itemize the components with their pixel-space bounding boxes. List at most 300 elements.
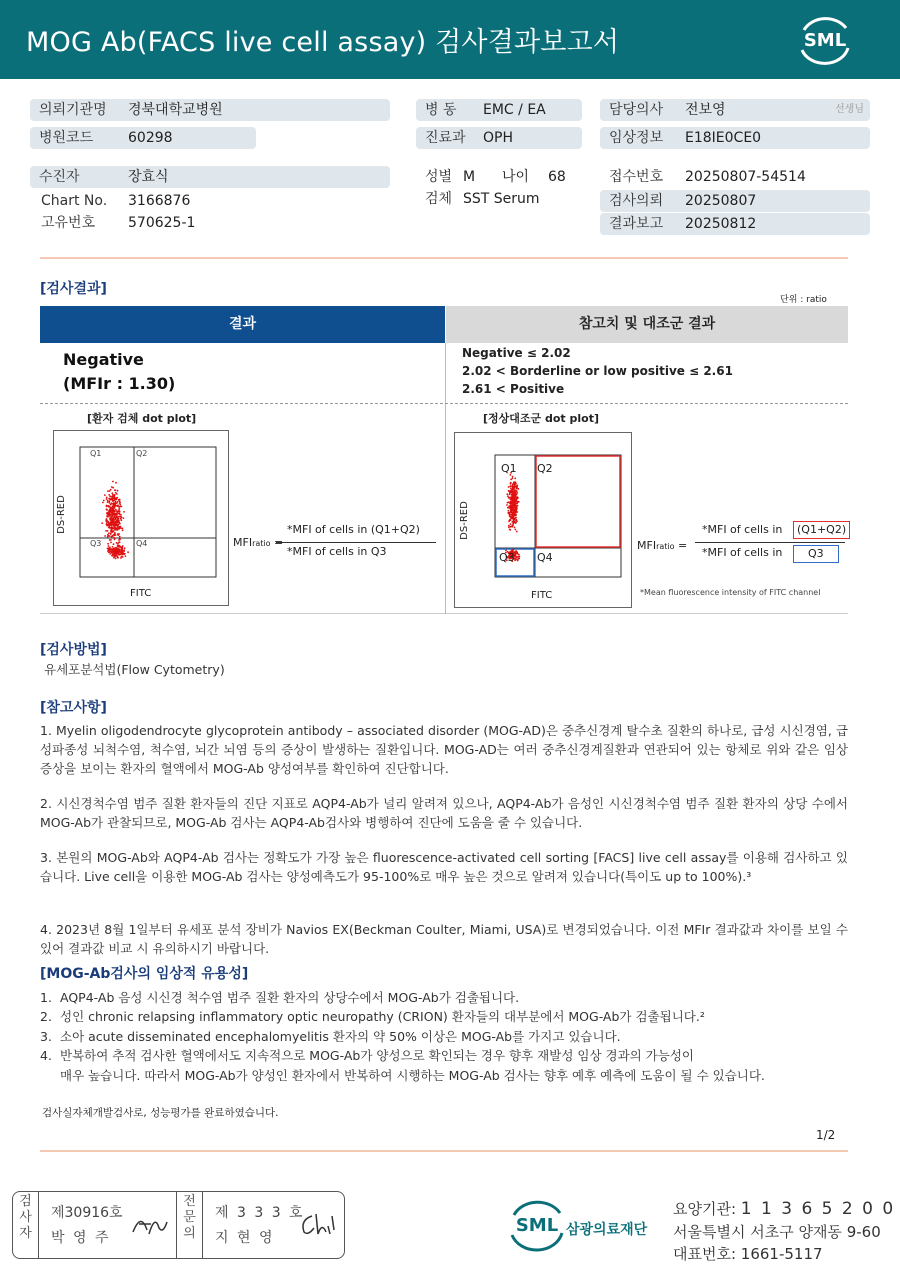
note-4: 4. 2023년 8월 1일부터 유세포 분석 장비가 Navios EX(Beckman Coulter, Miami, USA)로 변경되었습니다. 이전 MFIr 결과값과 차이를 보일 수 있어 결과값 비교 시 유의하시기 바랍니다. bbox=[40, 922, 848, 956]
doctor-field bbox=[600, 99, 870, 121]
scatter-dot bbox=[120, 514, 122, 516]
scatter-dot bbox=[512, 515, 514, 517]
scatter-dot bbox=[512, 525, 514, 527]
scatter-dot bbox=[107, 534, 109, 536]
result-value: Negative bbox=[63, 350, 144, 369]
scatter-dot bbox=[515, 492, 517, 494]
scatter-dot bbox=[112, 509, 114, 511]
scatter-dot bbox=[106, 522, 108, 524]
scatter-dot bbox=[117, 517, 119, 519]
scatter-dot bbox=[509, 492, 511, 494]
clinical-value: E18IE0CE0 bbox=[685, 130, 762, 146]
scatter-dot bbox=[514, 487, 516, 489]
patient-label: 수진자 bbox=[39, 169, 80, 185]
scatter-dot bbox=[113, 500, 115, 502]
scatter-dot bbox=[123, 511, 125, 513]
scatter-dot bbox=[506, 493, 508, 495]
doctor-label: 담당의사 bbox=[609, 102, 664, 118]
svg-text:SML: SML bbox=[515, 1215, 559, 1236]
scatter-dot bbox=[117, 548, 119, 550]
scatter-dot bbox=[111, 525, 113, 527]
scatter-dot bbox=[125, 555, 127, 557]
report-label: 결과보고 bbox=[609, 216, 664, 232]
scatter-dot bbox=[515, 519, 517, 521]
scatter-dot bbox=[114, 519, 116, 521]
scatter-dot bbox=[120, 519, 122, 521]
scatter-dot bbox=[117, 528, 119, 530]
address: 서울특별시 서초구 양재동 9-60 bbox=[673, 1223, 881, 1241]
control-formula-numerator: *MFI of cells in bbox=[702, 523, 783, 536]
fitc-footnote: *Mean fluorescence intensity of FITC channel bbox=[640, 588, 821, 597]
scatter-dot bbox=[111, 528, 113, 530]
scatter-dot bbox=[109, 535, 111, 537]
scatter-dot bbox=[510, 499, 512, 501]
sex-label: 성별 bbox=[425, 169, 453, 185]
scatter-dot bbox=[115, 555, 117, 557]
scatter-dot bbox=[512, 506, 514, 508]
control-mfi-label: MFIratio = bbox=[637, 539, 688, 552]
utility-item: 3. 소아 acute disseminated encephalomyelitis 환자의 약 50% 이상은 MOG-Ab를 가지고 있습니다. bbox=[40, 1029, 621, 1044]
scatter-dot bbox=[108, 524, 110, 526]
scatter-dot bbox=[106, 497, 108, 499]
scatter-dot bbox=[116, 550, 118, 552]
scatter-dot bbox=[110, 533, 112, 535]
scatter-dot bbox=[514, 527, 516, 529]
divider bbox=[40, 257, 848, 259]
specimen-value: SST Serum bbox=[463, 191, 540, 207]
scatter-dot bbox=[108, 549, 110, 551]
scatter-dot bbox=[122, 528, 124, 530]
scatter-dot bbox=[107, 501, 109, 503]
utility-item: 4. 반복하여 추적 검사한 혈액에서도 지속적으로 MOG-Ab가 양성으로 확인되는 경우 향후 재발성 임상 경과의 가능성이 bbox=[40, 1048, 694, 1063]
scatter-dot bbox=[111, 513, 113, 515]
scatter-dot bbox=[117, 490, 119, 492]
scatter-dot bbox=[114, 538, 116, 540]
scatter-dot bbox=[109, 499, 111, 501]
scatter-dot bbox=[118, 516, 120, 518]
scatter-dot bbox=[109, 518, 111, 520]
patient-q2-label: Q2 bbox=[136, 449, 148, 458]
scatter-dot bbox=[515, 503, 517, 505]
control-formula-line bbox=[695, 542, 845, 543]
scatter-dot bbox=[517, 553, 519, 555]
scatter-dot bbox=[106, 524, 108, 526]
sex-age-field bbox=[416, 166, 586, 188]
patient-q3-label: Q3 bbox=[90, 539, 102, 548]
scatter-dot bbox=[514, 498, 516, 500]
scatter-dot bbox=[107, 543, 109, 545]
specimen-label: 검체 bbox=[425, 191, 453, 207]
utility-section-title: [MOG-Ab검사의 임상적 유용성] bbox=[40, 966, 249, 982]
scatter-dot bbox=[115, 517, 117, 519]
scatter-dot bbox=[119, 537, 121, 539]
scatter-dot bbox=[121, 554, 123, 556]
note-2: 2. 시신경척수염 범주 질환 환자들의 진단 지표로 AQP4-Ab가 널리 알려져 있으나, AQP4-Ab가 음성인 시신경척수염 범주 질환 환자의 상당 수에서 MOG-Ab가 관찰되므로, MOG-Ab 검사는 AQP4-Ab검사와 병행하여 진단에 도움을 줄 수 있습니다. bbox=[40, 796, 848, 830]
scatter-dot bbox=[104, 535, 106, 537]
request-label: 검사의뢰 bbox=[609, 193, 664, 209]
hospital-code-value: 60298 bbox=[128, 130, 173, 146]
scatter-dot bbox=[117, 533, 119, 535]
scatter-dot bbox=[110, 496, 112, 498]
scatter-dot bbox=[113, 537, 115, 539]
scatter-dot bbox=[120, 527, 122, 529]
scatter-dot bbox=[108, 545, 110, 547]
scatter-dot bbox=[109, 539, 111, 541]
note-1: 1. Myelin oligodendrocyte glycoprotein antibody – associated disorder (MOG-AD)은 중추신경계 탈수초 질환의 하나로, 급성 시신경염, 급성파종성 뇌척수염, 척수염, 뇌간 뇌염 등의 증상이 발생하는 질환입니다. MOG-AD는 여러 중추신경계질환과 연관되어 있는 항체로 위와 같은 임상 증상을 보이는 환자의 혈액에서 MOG-Ab 양성여부를 확인하여 진단합니다. bbox=[40, 723, 848, 776]
scatter-dot bbox=[514, 501, 516, 503]
report-header bbox=[0, 0, 900, 79]
result-table bbox=[40, 306, 848, 614]
scatter-dot bbox=[514, 510, 516, 512]
scatter-dot bbox=[117, 557, 119, 559]
control-dot-plot bbox=[454, 432, 632, 608]
hospital-code-field bbox=[30, 127, 256, 149]
scatter-dot bbox=[115, 547, 117, 549]
scatter-dot bbox=[113, 526, 115, 528]
scatter-dot bbox=[111, 520, 113, 522]
scatter-dot bbox=[108, 500, 110, 502]
dept-value: OPH bbox=[483, 130, 513, 146]
scatter-dot bbox=[108, 494, 110, 496]
uid-value: 570625-1 bbox=[128, 215, 196, 231]
scatter-dot bbox=[114, 495, 116, 497]
care-institution-number: 요양기관: 1 1 3 6 5 2 0 0 bbox=[673, 1199, 896, 1219]
scatter-dot bbox=[509, 490, 511, 492]
reference-positive: 2.61 < Positive bbox=[462, 382, 565, 396]
scatter-dot bbox=[117, 504, 119, 506]
scatter-dot bbox=[108, 510, 110, 512]
scatter-dot bbox=[512, 491, 514, 493]
scatter-dot bbox=[508, 486, 510, 488]
scatter-dot bbox=[118, 528, 120, 530]
scatter-dot bbox=[508, 526, 510, 528]
reference-negative: Negative ≤ 2.02 bbox=[462, 346, 571, 360]
specialist-label: 전 문 의 bbox=[177, 1192, 203, 1258]
scatter-dot bbox=[118, 541, 120, 543]
age-label: 나이 bbox=[502, 169, 530, 185]
control-q4-label: Q4 bbox=[537, 551, 553, 564]
control-formula-denominator: *MFI of cells in bbox=[702, 546, 783, 559]
utility-item: 2. 성인 chronic relapsing inflammatory optic neuropathy (CRION) 환자들의 대부분에서 MOG-Ab가 검출됩니다.² bbox=[40, 1009, 705, 1024]
scatter-dot bbox=[509, 506, 511, 508]
scatter-dot bbox=[109, 502, 111, 504]
utility-item: 1. AQP4-Ab 음성 시신경 척수염 범주 질환 환자의 상당수에서 MOG-Ab가 검출됩니다. bbox=[40, 990, 520, 1005]
method-text: 유세포분석법(Flow Cytometry) bbox=[44, 662, 225, 677]
scatter-dot bbox=[106, 518, 108, 520]
scatter-dot bbox=[111, 552, 113, 554]
scatter-dot bbox=[114, 505, 116, 507]
scatter-dot bbox=[118, 506, 120, 508]
scatter-dot bbox=[111, 492, 113, 494]
scatter-dot bbox=[516, 492, 518, 494]
result-section-title: [검사결과] bbox=[40, 281, 107, 297]
patient-q4-label: Q4 bbox=[136, 539, 148, 548]
inspector-license: 제30916호 bbox=[51, 1205, 123, 1221]
scatter-dot bbox=[118, 520, 120, 522]
scatter-dot bbox=[510, 523, 512, 525]
scatter-dot bbox=[119, 500, 121, 502]
scatter-dot bbox=[124, 547, 126, 549]
scatter-dot bbox=[109, 553, 111, 555]
scatter-dot bbox=[515, 517, 517, 519]
specialist-signature bbox=[298, 1210, 338, 1240]
chart-value: 3166876 bbox=[128, 193, 191, 209]
scatter-dot bbox=[516, 520, 518, 522]
clinical-field bbox=[600, 127, 870, 149]
notes-section-title: [참고사항] bbox=[40, 700, 107, 716]
scatter-dot bbox=[510, 486, 512, 488]
age-value: 68 bbox=[548, 169, 566, 185]
scatter-dot bbox=[120, 557, 122, 559]
org-name: 삼광의료재단 bbox=[566, 1222, 648, 1238]
control-formula-q1q2-box: (Q1+Q2) bbox=[793, 521, 850, 539]
scatter-dot bbox=[516, 509, 518, 511]
scatter-dot bbox=[110, 502, 112, 504]
patient-y-axis-label: DS-RED bbox=[55, 495, 67, 534]
control-plot-caption: [정상대조군 dot plot] bbox=[483, 412, 599, 425]
control-y-axis-label: DS-RED bbox=[458, 501, 470, 540]
scatter-dot bbox=[113, 511, 115, 513]
scatter-dot bbox=[515, 558, 517, 560]
scatter-dot bbox=[113, 522, 115, 524]
scatter-dot bbox=[513, 493, 515, 495]
patient-plot-caption: [환자 검체 dot plot] bbox=[87, 412, 197, 425]
scatter-dot bbox=[119, 502, 121, 504]
scatter-dot bbox=[101, 522, 103, 524]
patient-formula-line bbox=[276, 542, 436, 543]
scatter-dot bbox=[119, 554, 121, 556]
scatter-dot bbox=[515, 522, 517, 524]
scatter-dot bbox=[512, 484, 514, 486]
scatter-dot bbox=[517, 556, 519, 558]
request-value: 20250807 bbox=[685, 193, 757, 209]
scatter-dot bbox=[122, 529, 124, 531]
scatter-dot bbox=[118, 539, 120, 541]
result-column-header: 결과 bbox=[40, 306, 445, 343]
scatter-dot bbox=[515, 529, 517, 531]
scatter-dot bbox=[114, 534, 116, 536]
scatter-dot bbox=[106, 508, 108, 510]
note-3: 3. 본원의 MOG-Ab와 AQP4-Ab 검사는 정확도가 가장 높은 fluorescence-activated cell sorting [FACS] live cell assay를 이용해 검사하고 있습니다. Live cell을 이용한 MOG-Ab 검사는 양성예측도가 95-100%로 매우 높은 것으로 알려져 있습니다(특이도 up to 100%).³ bbox=[40, 850, 848, 884]
validation-note: 검사실자체개발검사로, 성능평가를 완료하였습니다. bbox=[42, 1107, 279, 1119]
scatter-dot bbox=[111, 530, 113, 532]
utility-item: 매우 높습니다. 따라서 MOG-Ab가 양성인 환자에서 반복하여 시행하는 MOG-Ab 검사는 향후 예후 예측에 도움이 될 수 있습니다. bbox=[60, 1068, 765, 1083]
scatter-dot bbox=[514, 495, 516, 497]
request-field bbox=[600, 190, 870, 212]
scatter-dot bbox=[107, 521, 109, 523]
scatter-dot bbox=[514, 514, 516, 516]
chart-label: Chart No. bbox=[41, 193, 108, 209]
scatter-dot bbox=[112, 531, 114, 533]
scatter-dot bbox=[119, 536, 121, 538]
scatter-dot bbox=[111, 515, 113, 517]
hospital-code-label: 병원코드 bbox=[39, 130, 94, 146]
reference-column-header: 참고치 및 대조군 결과 bbox=[446, 306, 848, 343]
result-mfir: (MFIr : 1.30) bbox=[63, 374, 176, 393]
scatter-dot bbox=[107, 530, 109, 532]
scatter-dot bbox=[117, 545, 119, 547]
method-section-title: [검사방법] bbox=[40, 642, 107, 658]
inspector-label: 검 사 자 bbox=[13, 1192, 39, 1258]
scatter-dot bbox=[506, 504, 508, 506]
sml-logo-icon bbox=[796, 12, 854, 66]
scatter-dot bbox=[514, 506, 516, 508]
footer-sml-logo-icon bbox=[508, 1195, 566, 1253]
scatter-dot bbox=[115, 525, 117, 527]
scatter-dot bbox=[513, 521, 515, 523]
scatter-dot bbox=[115, 498, 117, 500]
scatter-dot bbox=[511, 505, 513, 507]
scatter-dot bbox=[114, 489, 116, 491]
column-divider bbox=[445, 343, 446, 614]
unit-label: 단위 : ratio bbox=[780, 295, 827, 305]
scatter-dot bbox=[516, 486, 518, 488]
page-number: 1/2 bbox=[816, 1128, 836, 1142]
scatter-dot bbox=[110, 512, 112, 514]
report-title: MOG Ab(FACS live cell assay) 검사결과보고서 bbox=[26, 27, 620, 58]
control-formula-q3-box: Q3 bbox=[793, 545, 839, 563]
scatter-dot bbox=[122, 552, 124, 554]
scatter-dot bbox=[510, 508, 512, 510]
scatter-dot bbox=[512, 476, 514, 478]
scatter-dot bbox=[513, 509, 515, 511]
receipt-field bbox=[600, 166, 870, 188]
scatter-dot bbox=[115, 509, 117, 511]
scatter-dot bbox=[514, 484, 516, 486]
scatter-dot bbox=[113, 506, 115, 508]
scatter-dot bbox=[118, 526, 120, 528]
specimen-field bbox=[416, 188, 586, 210]
uid-field bbox=[30, 212, 390, 234]
patient-value: 장효식 bbox=[128, 169, 169, 185]
report-field bbox=[600, 213, 870, 235]
scatter-dot bbox=[514, 512, 516, 514]
scatter-dot bbox=[107, 500, 109, 502]
scatter-dot bbox=[104, 494, 106, 496]
scatter-dot bbox=[515, 490, 517, 492]
scatter-dot bbox=[124, 553, 126, 555]
scatter-dot bbox=[507, 495, 509, 497]
scatter-dot bbox=[115, 521, 117, 523]
scatter-dot bbox=[118, 508, 120, 510]
specialist-license: 제 3 3 3 호 bbox=[215, 1205, 305, 1221]
scatter-dot bbox=[511, 496, 513, 498]
scatter-dot bbox=[517, 560, 519, 562]
scatter-dot bbox=[509, 512, 511, 514]
scatter-dot bbox=[516, 531, 518, 533]
control-q2-label: Q2 bbox=[537, 462, 553, 475]
scatter-dot bbox=[103, 500, 105, 502]
institution-value: 경북대학교병원 bbox=[128, 102, 223, 118]
scatter-dot bbox=[512, 478, 514, 480]
scatter-dot bbox=[127, 551, 129, 553]
patient-field bbox=[30, 166, 390, 188]
ward-value: EMC / EA bbox=[483, 102, 546, 118]
ward-label: 병 동 bbox=[425, 102, 457, 118]
signature-box bbox=[12, 1191, 345, 1259]
scatter-dot bbox=[508, 525, 510, 527]
patient-mfi-label: MFIratio = bbox=[233, 536, 284, 549]
patient-q1-label: Q1 bbox=[90, 449, 102, 458]
scatter-dot bbox=[519, 556, 521, 558]
scatter-dot bbox=[107, 490, 109, 492]
control-q1-label: Q1 bbox=[501, 462, 517, 475]
sex-value: M bbox=[463, 169, 476, 185]
scatter-dot bbox=[514, 478, 516, 480]
control-q3-label: Q3 bbox=[499, 551, 515, 564]
scatter-dot bbox=[509, 529, 511, 531]
scatter-dot bbox=[123, 517, 125, 519]
scatter-dot bbox=[115, 501, 117, 503]
clinical-label: 임상정보 bbox=[609, 130, 664, 146]
scatter-dot bbox=[108, 532, 110, 534]
patient-dot-plot bbox=[53, 430, 229, 606]
scatter-dot bbox=[513, 517, 515, 519]
scatter-dot bbox=[112, 535, 114, 537]
dashed-divider bbox=[40, 403, 848, 404]
scatter-dot bbox=[111, 507, 113, 509]
control-x-axis-label: FITC bbox=[531, 590, 553, 601]
scatter-dot bbox=[119, 513, 121, 515]
patient-x-axis-label: FITC bbox=[130, 588, 152, 599]
uid-label: 고유번호 bbox=[41, 215, 96, 231]
scatter-dot bbox=[115, 482, 117, 484]
scatter-dot bbox=[108, 506, 110, 508]
ward-field bbox=[416, 99, 582, 121]
scatter-dot bbox=[513, 489, 515, 491]
scatter-dot bbox=[114, 502, 116, 504]
chart-field bbox=[30, 190, 390, 212]
scatter-dot bbox=[510, 501, 512, 503]
scatter-dot bbox=[510, 488, 512, 490]
scatter-dot bbox=[115, 527, 117, 529]
scatter-dot bbox=[509, 516, 511, 518]
scatter-dot bbox=[116, 514, 118, 516]
scatter-dot bbox=[508, 497, 510, 499]
patient-formula-numerator: *MFI of cells in (Q1+Q2) bbox=[287, 523, 420, 536]
scatter-dot bbox=[123, 549, 125, 551]
scatter-dot bbox=[512, 487, 514, 489]
scatter-dot bbox=[112, 481, 114, 483]
scatter-dot bbox=[115, 492, 117, 494]
scatter-dot bbox=[121, 547, 123, 549]
scatter-dot bbox=[109, 513, 111, 515]
scatter-dot bbox=[106, 516, 108, 518]
control-scatter bbox=[455, 433, 631, 607]
scatter-dot bbox=[111, 526, 113, 528]
scatter-dot bbox=[508, 510, 510, 512]
patient-formula-denominator: *MFI of cells in Q3 bbox=[287, 545, 387, 558]
specialist-name: 지 현 영 bbox=[215, 1230, 275, 1246]
dept-label: 진료과 bbox=[425, 130, 466, 146]
scatter-dot bbox=[115, 558, 117, 560]
scatter-dot bbox=[510, 482, 512, 484]
reference-borderline: 2.02 < Borderline or low positive ≤ 2.61 bbox=[462, 364, 733, 378]
scatter-dot bbox=[113, 524, 115, 526]
phone: 대표번호: 1661-5117 bbox=[673, 1245, 823, 1263]
institution-label: 의뢰기관명 bbox=[39, 102, 107, 118]
scatter-dot bbox=[106, 498, 108, 500]
dept-field bbox=[416, 127, 582, 149]
scatter-dot bbox=[111, 555, 113, 557]
scatter-dot bbox=[112, 548, 114, 550]
scatter-dot bbox=[112, 496, 114, 498]
svg-text:SML: SML bbox=[803, 30, 847, 51]
scatter-dot bbox=[108, 526, 110, 528]
scatter-dot bbox=[119, 504, 121, 506]
scatter-dot bbox=[113, 543, 115, 545]
receipt-label: 접수번호 bbox=[609, 169, 664, 185]
